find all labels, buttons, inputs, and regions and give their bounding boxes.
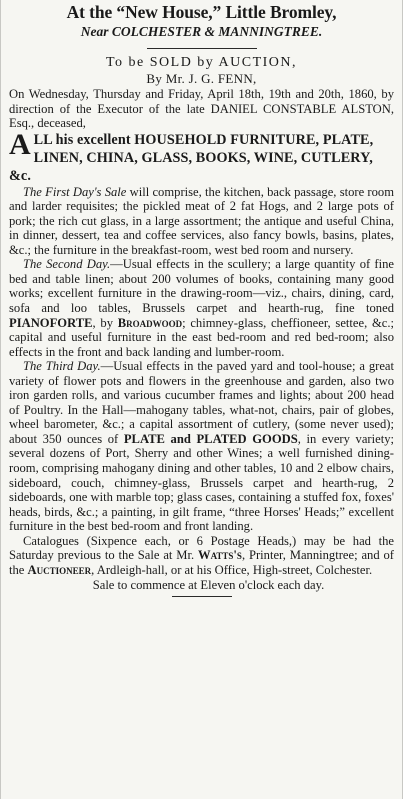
second-day-label: The Second Day. — [23, 257, 111, 272]
bottom-rule — [172, 596, 232, 597]
divider-rule — [147, 48, 257, 49]
second-day-text-c: ; chimney-glass, cheffioneer, settee, &c.; capital and useful furniture in the east bed-room and red bed-room; also effects in the front and back landing and lumber-room. — [9, 315, 394, 359]
first-day-text: will comprise, the kitchen, back passage, store room and larder requisites; the pickled meat of 2 fat Hogs, and 2 large pots of pork; the rich cut glass, in a large assortment; the antique and useful China, in dinner, dessert, tea and coffee services, also fancy bowls, basins, plates, &c.; the furniture in the breakfast-room, west bed room and nursery. — [9, 184, 395, 257]
lead-paragraph — [9, 127, 394, 185]
third-day-text-a: —Usual effects in the paved yard and tool-house; a great variety of flower pots and flowers in the greenhouse and garden, also two iron garden rolls, and various cucumber frames and lights; about 200 head of Poultry. In the Hall—mahogany tables, what-not, chairs, pair of globes, wheel barometer, &c.; a capital assortment of cutlery, (some never used); about 350 ounces of — [9, 359, 394, 446]
sale-line: To be SOLD by AUCTION, — [105, 55, 298, 70]
catalogues-text-b: , Printer, Manningtree; and of the — [9, 548, 394, 577]
first-day-label: The First Day's Sale — [23, 184, 127, 199]
second-day-paragraph — [9, 257, 394, 359]
notice-heading: At the “New House,” Little Bromley, — [66, 2, 337, 22]
third-day-label: The Third Day. — [23, 359, 101, 374]
third-day-paragraph — [9, 359, 394, 534]
first-day-paragraph — [9, 185, 394, 258]
notice-subheading: Near COLCHESTER & MANNINGTREE. — [80, 24, 323, 39]
auctioneer-line: By Mr. J. G. FENN, — [146, 71, 257, 86]
catalogues-text-c: , Ardleigh-hall, or at his Office, High-street, Colchester. — [91, 562, 373, 577]
catalogues-paragraph — [9, 534, 394, 578]
third-day-text-b: , in every variety; several dozens of Port, Sherry and other Wines; a well furnished dining-room, comprising mahogany dining and other tables, 10 and 2 elbow chairs, sideboard, couch, chimney-glass, Brussels carpet and hearth-rug, 2 sideboards, one with marble top; glass cases, containing a stuffed fox, foxes' heads, birds, &c.; a painting, in gilt frame, “three Horses' Heads;” excellent furniture in the best bed-room and front landing. — [9, 431, 394, 534]
watts-text: Watts's — [198, 548, 242, 563]
broadwood-text: Broadwood — [117, 315, 183, 330]
pianoforte-text: PIANOFORTE — [9, 315, 93, 330]
intro-paragraph: On Wednesday, Thursday and Friday, April 18th, 19th and 20th, 1860, by direction of the Executor of the late DANIEL CONSTABLE ALSTON, Esq., deceased, — [9, 87, 394, 131]
second-day-text-a: —Usual effects in the scullery; a large quantity of fine bed and table linen; about 200 volumes of books, containing many good works; excellent furniture in the drawing-room—viz., chairs, dining, card, sofa and loo tables, Brussels carpet and hearth-rug, fine toned — [9, 257, 395, 316]
auctioneer-text: Auctioneer — [27, 562, 92, 577]
drop-cap: A — [9, 127, 31, 161]
closing-line: Sale to commence at Eleven o'clock each day. — [92, 578, 325, 593]
catalogues-text-a: Catalogues (Sixpence each, or 6 Postage Heads,) may be had the Saturday previous to the Sale at Mr. — [9, 533, 394, 563]
second-day-text-b: , by — [92, 315, 118, 330]
lead-text: LL his excellent HOUSEHOLD FURNITURE, PLATE, LINEN, CHINA, GLASS, BOOKS, WINE, CUTLERY, &c. — [9, 131, 374, 184]
plate-goods-text: PLATE and PLATED GOODS — [123, 431, 298, 446]
